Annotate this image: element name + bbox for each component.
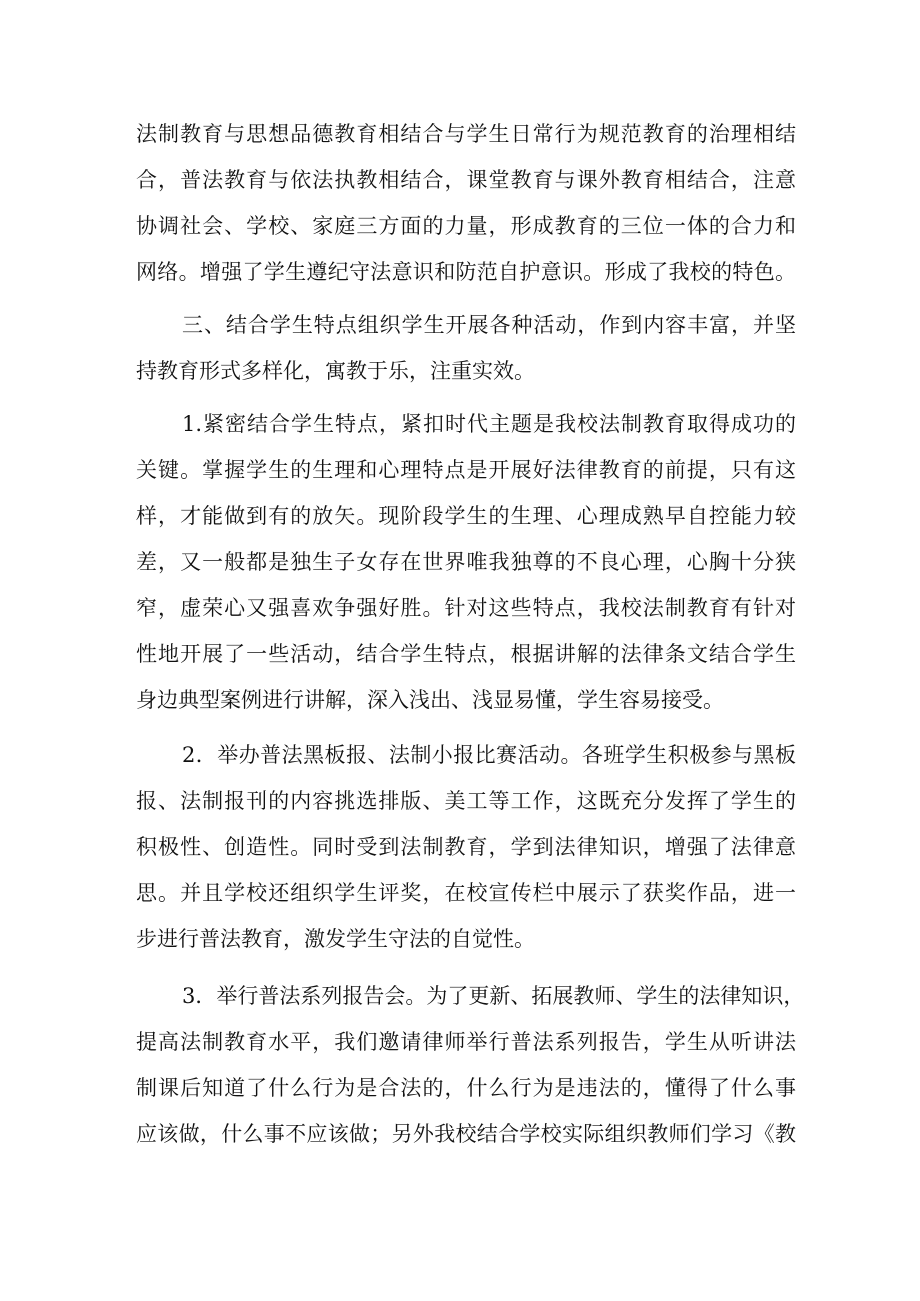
text-line: 步进行普法教育，激发学生守法的自觉性。 [136, 927, 535, 951]
text-line: 关键。掌握学生的生理和心理特点是开展好法律教育的前提，只有这 [136, 458, 796, 482]
paragraph-first-line: 2．举办普法黑板报、法制小报比赛活动。各班学生积极参与黑板 [182, 743, 796, 767]
text-line: 法制教育与思想品德教育相结合与学生日常行为规范教育的治理相结 [136, 122, 796, 146]
text-line: 网络。增强了学生遵纪守法意识和防范自护意识。形成了我校的特色。 [136, 260, 796, 284]
text-line: 制课后知道了什么行为是合法的，什么行为是违法的，懂得了什么事 [136, 1076, 796, 1100]
text-line: 性地开展了一些活动，结合学生特点，根据讲解的法律条文结合学生 [136, 642, 796, 666]
text-line: 身边典型案例进行讲解，深入浅出、浅显易懂，学生容易接受。 [136, 688, 724, 712]
section-heading-line: 三、结合学生特点组织学生开展各种活动，作到内容丰富，并坚 [182, 313, 796, 337]
paragraph-first-line: 3．举行普法系列报告会。为了更新、拓展教师、学生的法律知识， [182, 984, 805, 1008]
text-line: 应该做，什么事不应该做；另外我校结合学校实际组织教师们学习《教 [136, 1122, 796, 1146]
text-line: 报、法制报刊的内容挑选排版、美工等工作，这既充分发挥了学生的 [136, 789, 796, 813]
text-line: 持教育形式多样化，寓教于乐，注重实效。 [136, 359, 535, 383]
text-line: 差，又一般都是独生子女存在世界唯我独尊的不良心理，心胸十分狭 [136, 550, 796, 574]
text-line: 合，普法教育与依法执教相结合，课堂教育与课外教育相结合，注意 [136, 168, 796, 192]
paragraph-first-line: 1.紧密结合学生特点，紧扣时代主题是我校法制教育取得成功的 [182, 412, 796, 436]
text-line: 样，才能做到有的放矢。现阶段学生的生理、心理成熟早自控能力较 [136, 504, 796, 528]
text-line: 协调社会、学校、家庭三方面的力量，形成教育的三位一体的合力和 [136, 214, 796, 238]
text-line: 提高法制教育水平，我们邀请律师举行普法系列报告，学生从听讲法 [136, 1030, 796, 1054]
text-line: 积极性、创造性。同时受到法制教育，学到法律知识，增强了法律意 [136, 835, 796, 859]
text-line: 思。并且学校还组织学生评奖，在校宣传栏中展示了获奖作品，进一 [136, 881, 796, 905]
text-line: 窄，虚荣心又强喜欢争强好胜。针对这些特点，我校法制教育有针对 [136, 596, 796, 620]
